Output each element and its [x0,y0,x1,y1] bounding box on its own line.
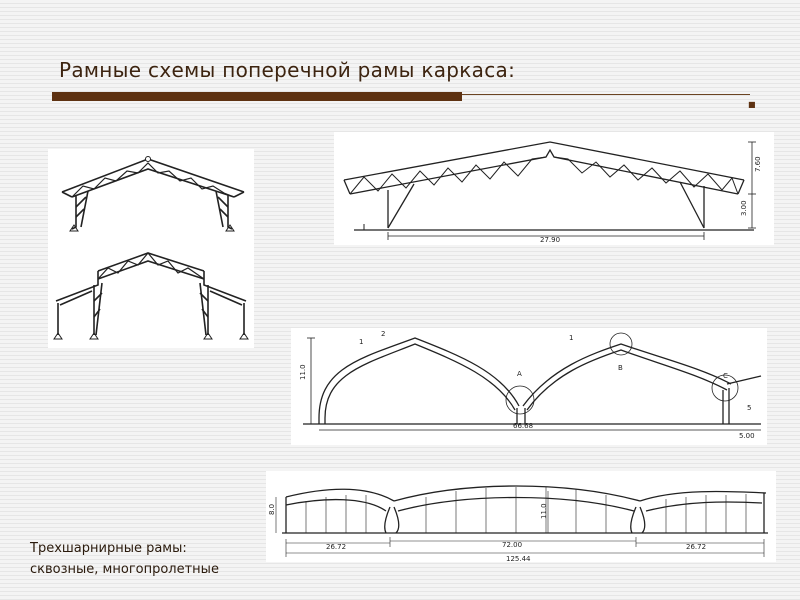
arch-callout-2: 2 [381,330,386,338]
caption-line-2: сквозные, многопролетные [30,562,219,577]
arch-span-label: 66.68 [513,422,534,430]
node-label-b: B [618,364,623,372]
arch-offset-label: 5.00 [739,432,755,440]
arch-callout-1a: 1 [359,338,364,346]
hangar-center-height-label: 11.0 [540,503,548,519]
arch-height-label: 11.0 [299,364,307,380]
hangar-side-height-label: 8.0 [268,503,276,515]
figure-arch-frames [291,328,767,445]
hangar-total-span-label: 125.44 [506,555,531,562]
caption-line-1: Трехшарнирные рамы: [30,541,187,556]
hangar-frame-drawing [266,471,776,562]
hangar-left-span-label: 26.72 [326,543,347,551]
truss-height-total-label: 7.60 [754,156,762,172]
arch-callout-5: 5 [747,404,752,412]
figure-truss-frame [334,132,774,245]
slide-dot: ■ [748,100,756,109]
title-underline-bar [52,92,462,101]
figure-three-hinged-frames [48,149,254,348]
hangar-right-span-label: 26.72 [686,543,707,551]
title-underline-line [462,94,750,95]
three-hinged-frames-drawing [48,149,254,348]
node-label-c: C [723,372,728,380]
truss-frame-drawing [334,132,774,245]
figure-hangar-frame [266,471,776,562]
slide-caption [30,538,219,580]
hangar-center-span-label: 72.00 [502,541,523,549]
arch-callout-1b: 1 [569,334,574,342]
node-label-a: A [517,370,522,378]
slide-title: Рамные схемы поперечной рамы каркаса: [59,58,516,82]
truss-height-column-label: 3.00 [740,200,748,216]
truss-span-label: 27.90 [540,236,561,244]
arch-frames-drawing [291,328,767,445]
